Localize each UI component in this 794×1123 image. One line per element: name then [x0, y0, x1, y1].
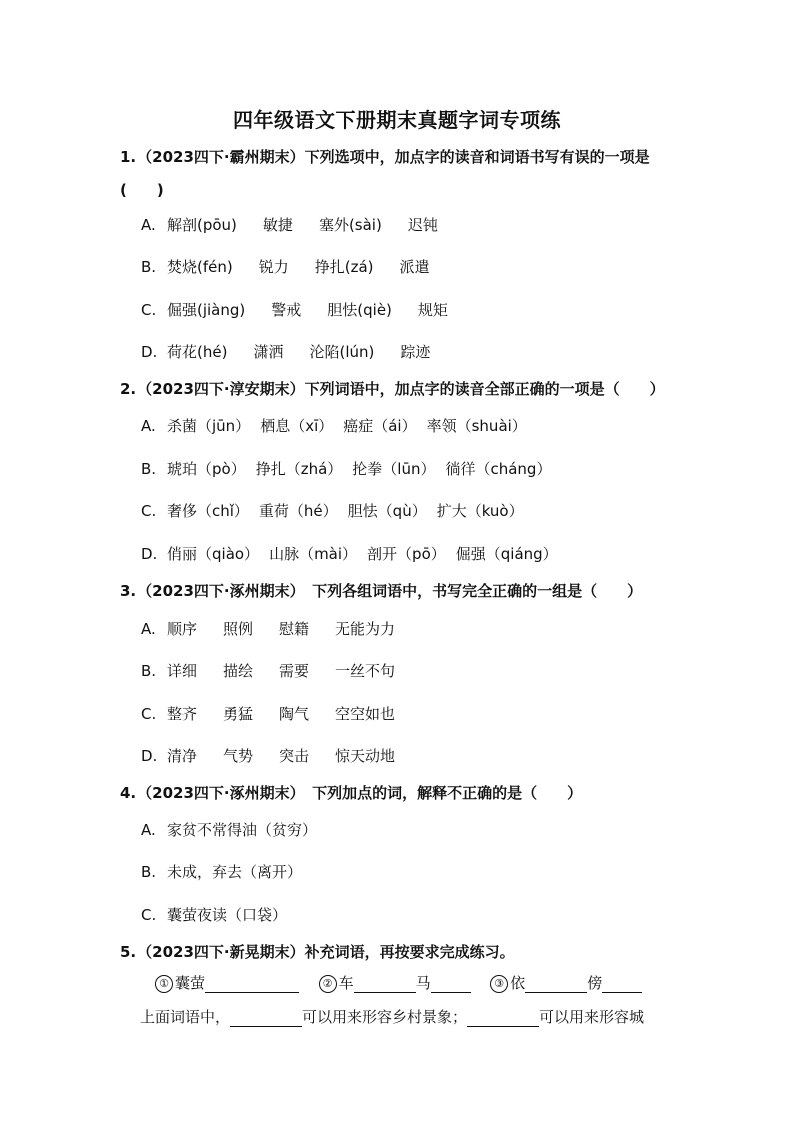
option-word: 派遣 [399, 258, 430, 276]
option-letter: A. [141, 417, 156, 435]
question-number: 2. [120, 380, 137, 398]
option-word: 整齐 [167, 705, 198, 723]
option-word: 徜徉（cháng） [445, 460, 552, 478]
option-word: 清净 [167, 747, 198, 765]
question-text: （2023四下·霸州期末）下列选项中，加点字的读音和词语书写有误的一项是 [137, 148, 650, 166]
option-word: 顺序 [167, 620, 198, 638]
option-c [141, 904, 287, 925]
option-word: 无能为力 [335, 620, 396, 638]
option-b [141, 458, 561, 479]
question-1 [120, 146, 650, 167]
option-word: 倔强(jiàng) [167, 301, 246, 319]
fill-prefix: 依 [510, 974, 526, 992]
option-a [141, 415, 537, 436]
blank-line[interactable] [354, 974, 416, 993]
option-d [141, 341, 456, 362]
option-d [141, 543, 568, 564]
question-number: 4. [120, 784, 137, 802]
question-text: （2023四下·涿州期末） 下列加点的词，解释不正确的是（ ） [137, 784, 583, 802]
option-word: 气势 [223, 747, 254, 765]
option-letter: D. [141, 747, 158, 765]
option-word: 一丝不句 [335, 662, 396, 680]
option-a [141, 618, 421, 639]
question-4 [120, 782, 582, 803]
option-word: 沦陷(lún) [309, 343, 375, 361]
option-letter: C. [141, 301, 157, 319]
option-word: 敏捷 [262, 216, 293, 234]
option-word: 空空如也 [335, 705, 396, 723]
option-letter: C. [141, 705, 157, 723]
fill-in-sentence [140, 1006, 644, 1027]
page-title: 四年级语文下册期末真题字词专项练 [233, 108, 561, 132]
option-word: 杀菌（jūn） [167, 417, 251, 435]
fill-in-row [155, 972, 642, 993]
option-word: 胆怯(qiè) [327, 301, 392, 319]
option-word: 挣扎(zá) [314, 258, 374, 276]
option-word: 家贫不常得油（贫穷） [167, 821, 318, 839]
question-text: （2023四下·新晃期末）补充词语，再按要求完成练习。 [137, 943, 515, 961]
option-word: 详细 [167, 662, 198, 680]
sentence-part: 可以用来形容城 [539, 1008, 645, 1026]
option-word: 琥珀（pò） [167, 460, 246, 478]
sentence-part: 上面词语中， [140, 1008, 231, 1026]
option-word: 解剖(pōu) [167, 216, 237, 234]
question-number: 5. [120, 943, 137, 961]
option-b [141, 660, 421, 681]
option-c [141, 703, 421, 724]
option-letter: C. [141, 906, 157, 924]
option-letter: A. [141, 216, 156, 234]
option-word: 潇洒 [253, 343, 284, 361]
fill-prefix: 囊萤 [175, 974, 206, 992]
fill-middle: 傍 [587, 974, 603, 992]
option-word: 慰籍 [279, 620, 310, 638]
option-word: 照例 [223, 620, 254, 638]
fill-middle: 马 [415, 974, 431, 992]
option-word: 锐力 [258, 258, 289, 276]
option-word: 迟钝 [407, 216, 438, 234]
question-text: （2023四下·涿州期末） 下列各组词语中，书写完全正确的一组是（ ） [137, 582, 643, 600]
option-word: 率领（shuài） [426, 417, 527, 435]
option-word: 癌症（ái） [343, 417, 417, 435]
option-word: 栖息（xī） [260, 417, 334, 435]
option-word: 警戒 [271, 301, 302, 319]
option-word: 抡拳（lūn） [352, 460, 436, 478]
question-text: （2023四下·淳安期末）下列词语中，加点字的读音全部正确的一项是（ ） [137, 380, 665, 398]
option-word: 剖开（pō） [367, 545, 446, 563]
option-word: 需要 [279, 662, 310, 680]
option-c [141, 500, 534, 521]
option-word: 突击 [279, 747, 310, 765]
option-word: 挣扎（zhá） [255, 460, 343, 478]
option-word: 焚烧(fén) [167, 258, 233, 276]
option-a [141, 214, 464, 235]
option-letter: A. [141, 821, 156, 839]
option-word: 规矩 [417, 301, 448, 319]
question-3 [120, 580, 642, 601]
option-word: 囊萤夜读（口袋） [167, 906, 288, 924]
option-word: 描绘 [223, 662, 254, 680]
option-word: 倔强（qiáng） [455, 545, 558, 563]
option-word: 奢侈（chǐ） [167, 502, 249, 520]
blank-line[interactable] [525, 974, 587, 993]
question-number: 1. [120, 148, 137, 166]
option-b [141, 256, 456, 277]
option-word: 荷花(hé) [167, 343, 228, 361]
blank-line[interactable] [230, 1008, 302, 1027]
option-letter: D. [141, 545, 158, 563]
sentence-part: 可以用来形容乡村景象； [302, 1008, 468, 1026]
option-c [141, 299, 474, 320]
blank-line[interactable] [205, 974, 299, 993]
option-letter: B. [141, 662, 157, 680]
fill-prefix: 车 [338, 974, 354, 992]
option-word: 勇猛 [223, 705, 254, 723]
option-word: 惊天动地 [335, 747, 396, 765]
item-marker: ② [319, 975, 337, 993]
item-marker: ③ [490, 975, 508, 993]
blank-line[interactable] [467, 1008, 539, 1027]
option-letter: B. [141, 258, 157, 276]
question-1-continuation: ( ) [120, 181, 164, 199]
option-word: 胆怯（qù） [347, 502, 427, 520]
option-letter: B. [141, 863, 157, 881]
option-word: 未成，弃去（离开） [167, 863, 303, 881]
option-letter: B. [141, 460, 157, 478]
option-b [141, 861, 302, 882]
option-letter: C. [141, 502, 157, 520]
option-word: 俏丽（qiào） [167, 545, 260, 563]
option-word: 山脉（mài） [269, 545, 358, 563]
blank-line[interactable] [431, 974, 471, 993]
question-number: 3. [120, 582, 137, 600]
blank-line[interactable] [602, 974, 642, 993]
option-a [141, 819, 317, 840]
option-word: 扩大（kuò） [436, 502, 524, 520]
option-word: 塞外(sài) [318, 216, 382, 234]
question-5 [120, 941, 515, 962]
option-word: 重荷（hé） [258, 502, 338, 520]
option-letter: A. [141, 620, 156, 638]
item-marker: ① [155, 975, 173, 993]
option-word: 陶气 [279, 705, 310, 723]
option-word: 踪迹 [400, 343, 431, 361]
option-letter: D. [141, 343, 158, 361]
question-2 [120, 378, 665, 399]
option-d [141, 745, 421, 766]
